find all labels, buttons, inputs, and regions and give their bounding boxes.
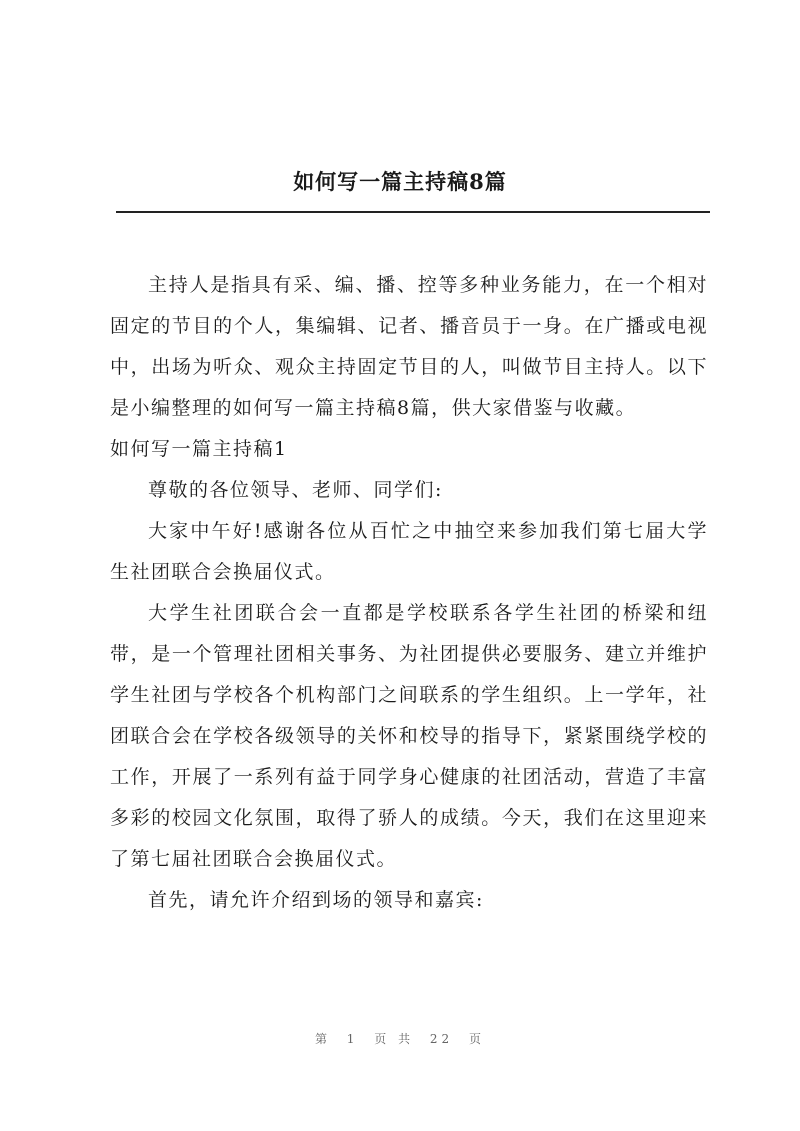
salutation-paragraph: 尊敬的各位领导、老师、同学们: [148,479,443,501]
page-title: 如何写一篇主持稿8篇 [293,169,507,194]
intro-paragraph: 主持人是指具有采、编、播、控等多种业务能力，在一个相对固定的节目的个人，集编辑、记者、播音员于一身。在广播或电视中，出场为听众、观众主持固定节目的人，叫做节目主持人。以下是小编整理的如何写一篇主持稿8篇，供大家借鉴与收藏。 [110,274,708,419]
footer-prefix: 第 [314,1032,331,1046]
introduction-paragraph: 首先，请允许介绍到场的领导和嘉宾: [148,889,484,911]
footer-suffix: 页 [469,1032,486,1046]
title-divider [116,211,710,213]
section-heading: 如何写一篇主持稿1 [110,438,288,460]
footer-page-number: 1 [346,1032,359,1046]
footer-middle: 页 共 [374,1032,415,1046]
document-body [110,265,708,921]
page-footer [0,1030,800,1047]
body-paragraph: 大学生社团联合会一直都是学校联系各学生社团的桥梁和纽带，是一个管理社团相关事务、为社团提供必要服务、建立并维护学生社团与学校各个机构部门之间联系的学生组织。上一学年，社团联合会在学校各级领导的关怀和校导的指导下，紧紧围绕学校的工作，开展了一系列有益于同学身心健康的社团活动，营造了丰富多彩的校园文化氛围，取得了骄人的成绩。今天，我们在这里迎来了第七届社团联合会换届仪式。 [110,602,708,870]
footer-total-pages: 22 [429,1032,454,1046]
greeting-paragraph: 大家中午好!感谢各位从百忙之中抽空来参加我们第七届大学生社团联合会换届仪式。 [110,520,708,583]
